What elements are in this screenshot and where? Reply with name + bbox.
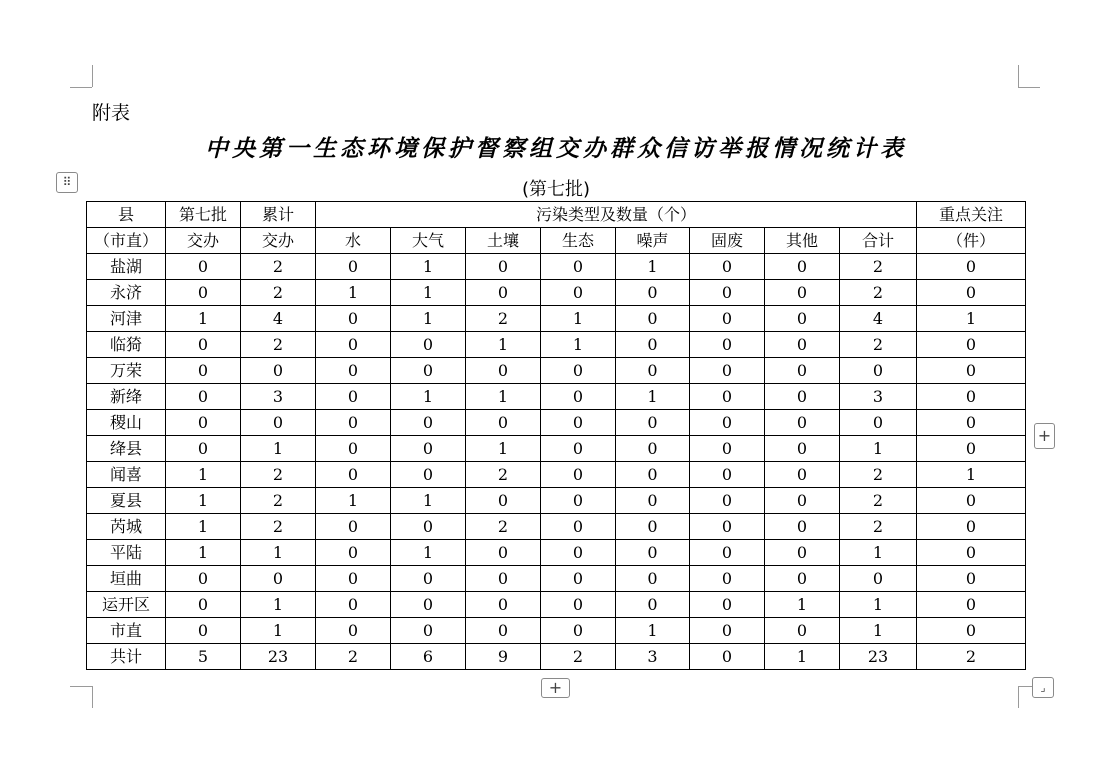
table-header xyxy=(87,202,1026,254)
table-cell: 0 xyxy=(616,566,690,592)
table-row xyxy=(87,410,1026,436)
county-name-cell: 临猗 xyxy=(87,332,166,358)
header-focus-line1: 重点关注 xyxy=(938,204,1003,224)
table-cell: 1 xyxy=(166,306,241,332)
table-cell: 2 xyxy=(316,644,391,670)
table-cell: 0 xyxy=(316,618,391,644)
table-cell: 0 xyxy=(316,358,391,384)
header-type-soil: 土壤 xyxy=(466,228,541,254)
table-cell: 1 xyxy=(840,618,917,644)
table-cell: 0 xyxy=(917,332,1026,358)
table-cell: 1 xyxy=(466,384,541,410)
header-type-other: 其他 xyxy=(765,228,840,254)
county-name-cell: 盐湖 xyxy=(87,254,166,280)
table-cell: 0 xyxy=(316,514,391,540)
table-cell: 1 xyxy=(391,280,466,306)
table-cell: 0 xyxy=(541,436,616,462)
county-name-cell: 市直 xyxy=(87,618,166,644)
table-cell: 0 xyxy=(541,358,616,384)
table-cell: 0 xyxy=(616,358,690,384)
table-cell: 0 xyxy=(316,306,391,332)
table-row xyxy=(87,488,1026,514)
table-row xyxy=(87,384,1026,410)
table-cell: 2 xyxy=(840,254,917,280)
table-row xyxy=(87,436,1026,462)
table-cell: 0 xyxy=(541,514,616,540)
table-cell: 1 xyxy=(241,618,316,644)
county-name-cell: 闻喜 xyxy=(87,462,166,488)
county-name-cell: 夏县 xyxy=(87,488,166,514)
table-resize-handle-icon[interactable]: ⌟ xyxy=(1032,677,1054,698)
table-cell: 1 xyxy=(466,436,541,462)
table-cell: 0 xyxy=(765,280,840,306)
table-cell: 0 xyxy=(391,592,466,618)
table-cell: 0 xyxy=(765,462,840,488)
table-cell: 0 xyxy=(466,410,541,436)
table-row xyxy=(87,462,1026,488)
table-cell: 6 xyxy=(391,644,466,670)
table-cell: 0 xyxy=(690,436,765,462)
table-cell: 0 xyxy=(690,462,765,488)
table-cell: 0 xyxy=(391,410,466,436)
table-cell: 0 xyxy=(391,358,466,384)
table-cell: 0 xyxy=(690,618,765,644)
table-cell: 2 xyxy=(241,488,316,514)
statistics-table xyxy=(86,201,1026,670)
table-cell: 0 xyxy=(616,488,690,514)
table-cell: 0 xyxy=(166,618,241,644)
table-cell: 0 xyxy=(541,254,616,280)
table-cell: 0 xyxy=(391,618,466,644)
table-row xyxy=(87,592,1026,618)
county-name-cell: 万荣 xyxy=(87,358,166,384)
header-focus xyxy=(917,202,1026,228)
table-cell: 2 xyxy=(241,332,316,358)
table-cell: 2 xyxy=(241,280,316,306)
table-cell: 0 xyxy=(541,384,616,410)
table-cell: 2 xyxy=(840,488,917,514)
header-batch-line1: 第七批 xyxy=(178,204,227,224)
table-cell: 2 xyxy=(840,514,917,540)
table-cell: 0 xyxy=(616,306,690,332)
add-row-button[interactable]: + xyxy=(541,678,570,698)
header-pollution-group: 污染类型及数量（个） xyxy=(316,202,917,228)
table-cell: 0 xyxy=(917,254,1026,280)
table-cell: 0 xyxy=(391,566,466,592)
table-cell: 1 xyxy=(166,488,241,514)
table-cell: 0 xyxy=(541,592,616,618)
table-cell: 0 xyxy=(917,358,1026,384)
table-cell: 1 xyxy=(166,514,241,540)
table-cell: 0 xyxy=(690,540,765,566)
table-move-handle-icon[interactable]: ⠿ xyxy=(56,172,78,193)
table-cell: 4 xyxy=(241,306,316,332)
table-cell: 1 xyxy=(765,592,840,618)
table-cell: 1 xyxy=(616,384,690,410)
table-cell: 0 xyxy=(316,592,391,618)
header-cumulative-sub: 交办 xyxy=(241,228,316,254)
table-cell: 4 xyxy=(840,306,917,332)
table-cell: 0 xyxy=(166,566,241,592)
table-cell: 0 xyxy=(541,462,616,488)
table-cell: 0 xyxy=(391,436,466,462)
table-cell: 0 xyxy=(917,280,1026,306)
header-type-ecology: 生态 xyxy=(541,228,616,254)
table-cell: 0 xyxy=(917,566,1026,592)
table-cell: 0 xyxy=(391,462,466,488)
table-cell: 1 xyxy=(840,436,917,462)
table-row xyxy=(87,358,1026,384)
header-batch-sub: 交办 xyxy=(166,228,241,254)
table-cell: 0 xyxy=(391,514,466,540)
table-cell: 1 xyxy=(391,384,466,410)
table-cell: 0 xyxy=(166,358,241,384)
table-cell: 3 xyxy=(616,644,690,670)
table-cell: 0 xyxy=(765,540,840,566)
table-cell: 0 xyxy=(690,306,765,332)
table-cell: 0 xyxy=(917,540,1026,566)
table-cell: 0 xyxy=(690,644,765,670)
table-cell: 23 xyxy=(241,644,316,670)
table-cell: 1 xyxy=(166,540,241,566)
county-name-cell: 稷山 xyxy=(87,410,166,436)
table-cell: 2 xyxy=(840,280,917,306)
table-cell: 0 xyxy=(765,254,840,280)
table-cell: 0 xyxy=(765,358,840,384)
table-cell: 0 xyxy=(316,384,391,410)
table-cell: 0 xyxy=(316,254,391,280)
table-cell: 0 xyxy=(466,592,541,618)
table-row xyxy=(87,566,1026,592)
table-cell: 2 xyxy=(840,332,917,358)
table-cell: 2 xyxy=(241,254,316,280)
table-cell: 0 xyxy=(316,540,391,566)
table-cell: 0 xyxy=(316,566,391,592)
table-cell: 1 xyxy=(241,592,316,618)
table-cell: 3 xyxy=(241,384,316,410)
table-cell: 0 xyxy=(616,280,690,306)
table-cell: 1 xyxy=(316,280,391,306)
total-row xyxy=(87,644,1026,670)
table-row xyxy=(87,514,1026,540)
table-cell: 2 xyxy=(466,462,541,488)
table-body xyxy=(87,254,1026,670)
table-cell: 0 xyxy=(616,592,690,618)
header-focus-sub: （件） xyxy=(917,228,1026,254)
table-cell: 0 xyxy=(690,332,765,358)
header-batch xyxy=(166,202,241,228)
header-type-noise: 噪声 xyxy=(616,228,690,254)
table-cell: 0 xyxy=(541,618,616,644)
table-cell: 0 xyxy=(917,592,1026,618)
table-cell: 0 xyxy=(316,410,391,436)
table-cell: 0 xyxy=(690,410,765,436)
table-cell: 0 xyxy=(466,618,541,644)
table-row xyxy=(87,306,1026,332)
table-cell: 0 xyxy=(840,358,917,384)
table-cell: 2 xyxy=(466,514,541,540)
table-cell: 2 xyxy=(917,644,1026,670)
appendix-label: 附表 xyxy=(92,102,131,124)
table-cell: 0 xyxy=(616,514,690,540)
table-cell: 0 xyxy=(690,488,765,514)
header-type-air: 大气 xyxy=(391,228,466,254)
table-cell: 0 xyxy=(166,254,241,280)
table-cell: 1 xyxy=(316,488,391,514)
table-cell: 0 xyxy=(690,514,765,540)
table-cell: 0 xyxy=(541,410,616,436)
table-cell: 1 xyxy=(541,306,616,332)
county-name-cell: 绛县 xyxy=(87,436,166,462)
county-name-cell: 河津 xyxy=(87,306,166,332)
table-cell: 1 xyxy=(391,254,466,280)
header-cumulative-line1: 累计 xyxy=(261,204,294,224)
table-row xyxy=(87,332,1026,358)
table-cell: 0 xyxy=(166,410,241,436)
table-cell: 1 xyxy=(840,592,917,618)
table-cell: 0 xyxy=(765,410,840,436)
table-row xyxy=(87,280,1026,306)
table-cell: 0 xyxy=(765,436,840,462)
table-cell: 3 xyxy=(840,384,917,410)
table-row xyxy=(87,254,1026,280)
table-cell: 0 xyxy=(917,618,1026,644)
table-cell: 1 xyxy=(917,462,1026,488)
table-cell: 0 xyxy=(466,566,541,592)
add-column-button[interactable]: + xyxy=(1034,423,1055,449)
table-cell: 2 xyxy=(541,644,616,670)
table-cell: 2 xyxy=(241,462,316,488)
table-cell: 0 xyxy=(690,280,765,306)
county-name-cell: 共计 xyxy=(87,644,166,670)
table-cell: 0 xyxy=(316,436,391,462)
table-cell: 0 xyxy=(616,462,690,488)
table-cell: 1 xyxy=(616,618,690,644)
document-subtitle: (第七批) xyxy=(521,179,591,200)
table-cell: 1 xyxy=(616,254,690,280)
table-cell: 0 xyxy=(616,436,690,462)
table-cell: 0 xyxy=(241,358,316,384)
table-cell: 0 xyxy=(166,384,241,410)
table-cell: 1 xyxy=(840,540,917,566)
table-cell: 0 xyxy=(765,618,840,644)
table-cell: 1 xyxy=(391,540,466,566)
table-cell: 2 xyxy=(241,514,316,540)
table-cell: 0 xyxy=(466,280,541,306)
table-cell: 0 xyxy=(765,306,840,332)
table-cell: 0 xyxy=(917,488,1026,514)
table-cell: 0 xyxy=(616,332,690,358)
header-county xyxy=(87,202,166,228)
table-cell: 0 xyxy=(166,280,241,306)
table-cell: 0 xyxy=(166,592,241,618)
table-cell: 0 xyxy=(541,566,616,592)
table-cell: 0 xyxy=(541,540,616,566)
table-cell: 1 xyxy=(917,306,1026,332)
table-cell: 23 xyxy=(840,644,917,670)
table-row xyxy=(87,540,1026,566)
table-cell: 0 xyxy=(765,332,840,358)
table-cell: 0 xyxy=(466,540,541,566)
table-cell: 0 xyxy=(765,488,840,514)
table-cell: 0 xyxy=(690,384,765,410)
header-county-sub: （市直） xyxy=(87,228,166,254)
table-cell: 0 xyxy=(690,592,765,618)
county-name-cell: 平陆 xyxy=(87,540,166,566)
table-cell: 2 xyxy=(840,462,917,488)
header-type-water: 水 xyxy=(316,228,391,254)
table-cell: 0 xyxy=(241,410,316,436)
county-name-cell: 芮城 xyxy=(87,514,166,540)
table-cell: 0 xyxy=(765,566,840,592)
header-type-total: 合计 xyxy=(840,228,917,254)
table-cell: 0 xyxy=(616,410,690,436)
table-cell: 0 xyxy=(316,332,391,358)
header-cumulative xyxy=(241,202,316,228)
table-cell: 0 xyxy=(466,488,541,514)
table-cell: 1 xyxy=(391,306,466,332)
table-cell: 1 xyxy=(466,332,541,358)
table-cell: 0 xyxy=(690,566,765,592)
table-cell: 1 xyxy=(166,462,241,488)
county-name-cell: 垣曲 xyxy=(87,566,166,592)
table-row xyxy=(87,618,1026,644)
table-cell: 0 xyxy=(690,254,765,280)
table-cell: 1 xyxy=(391,488,466,514)
table-cell: 0 xyxy=(616,540,690,566)
table-cell: 0 xyxy=(765,384,840,410)
table-cell: 1 xyxy=(541,332,616,358)
table-cell: 5 xyxy=(166,644,241,670)
table-cell: 0 xyxy=(917,410,1026,436)
table-cell: 0 xyxy=(541,488,616,514)
table-cell: 2 xyxy=(466,306,541,332)
header-county-line1: 县 xyxy=(117,204,134,224)
table-cell: 1 xyxy=(241,540,316,566)
table-cell: 0 xyxy=(466,358,541,384)
table-cell: 0 xyxy=(466,254,541,280)
table-cell: 0 xyxy=(765,514,840,540)
table-cell: 0 xyxy=(391,332,466,358)
table-cell: 0 xyxy=(840,410,917,436)
county-name-cell: 新绛 xyxy=(87,384,166,410)
table-cell: 9 xyxy=(466,644,541,670)
county-name-cell: 永济 xyxy=(87,280,166,306)
table-cell: 0 xyxy=(917,436,1026,462)
table-cell: 0 xyxy=(917,384,1026,410)
document-title: 中央第一生态环境保护督察组交办群众信访举报情况统计表 xyxy=(205,135,907,162)
header-type-solid-waste: 固废 xyxy=(690,228,765,254)
table-cell: 1 xyxy=(765,644,840,670)
table-cell: 0 xyxy=(917,514,1026,540)
table-cell: 1 xyxy=(241,436,316,462)
county-name-cell: 运开区 xyxy=(87,592,166,618)
table-cell: 0 xyxy=(316,462,391,488)
table-cell: 0 xyxy=(840,566,917,592)
table-cell: 0 xyxy=(166,436,241,462)
table-cell: 0 xyxy=(166,332,241,358)
table-cell: 0 xyxy=(541,280,616,306)
table-cell: 0 xyxy=(241,566,316,592)
table-cell: 0 xyxy=(690,358,765,384)
